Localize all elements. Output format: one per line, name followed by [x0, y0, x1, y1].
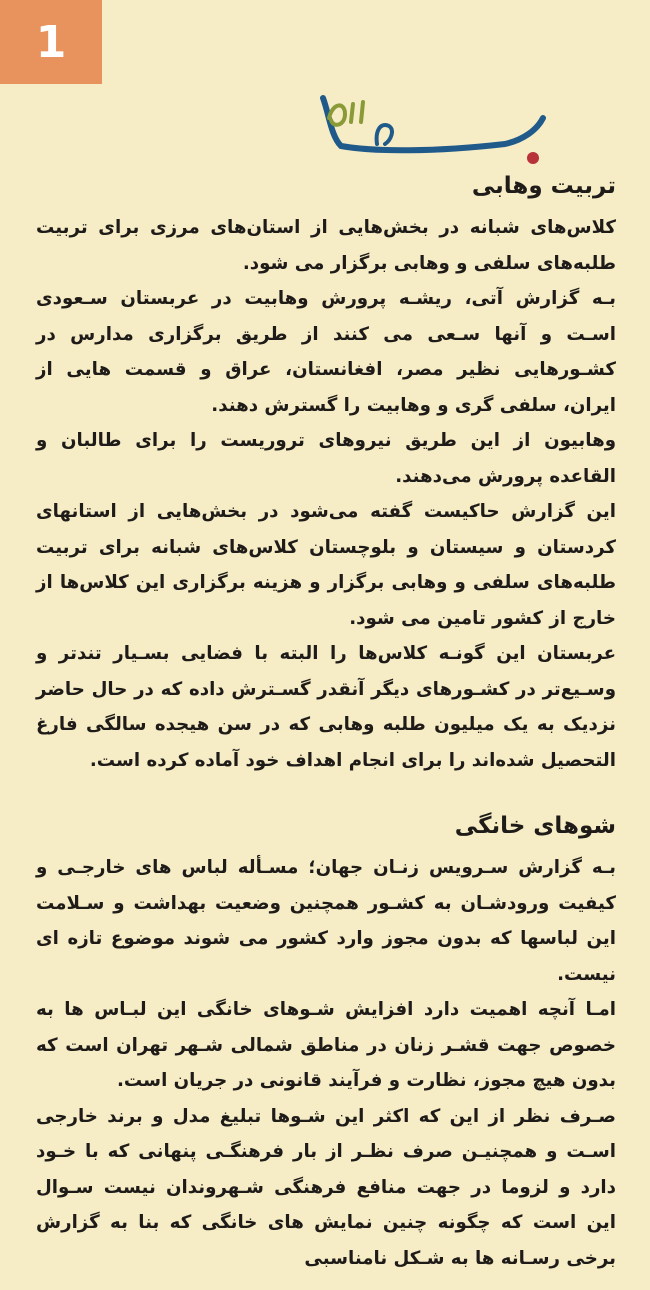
page-number-badge: [0, 0, 102, 84]
paragraph: کلاس‌های شبانه در بخش‌هایی از استان‌های مرزی برای تربیت طلبه‌های سلفی و وهابی برگزار می شود.: [36, 217, 616, 274]
bismillah-calligraphy-icon: [315, 92, 555, 172]
paragraph: عربستان این گونـه کلاس‌ها را البته با فضایی بسـیار تندتر و وسـیع‌تر در کشـورهای دیگر آنقدر گسـترش داده که در حال حاضر نزدیک به یک میلیون طلبه وهابی که در سن هیجده سالگی فارغ التحصیل شده‌اند را برای انجام اهداف خود آماده کرده است.: [36, 643, 616, 771]
article-content: [36, 168, 616, 1276]
section-spacer: [36, 778, 616, 808]
section-title-wahhabi-training: تربیت وهابی: [471, 173, 616, 199]
paragraph: بـه گزارش آتی، ریشـه پرورش وهابیت در عربستان سـعودی اسـت و آنها سـعی می کنند از طریق برگزاری مدارس در کشـورهایی نظیر مصر، افغانستان، عراق و قسمت هایی از ایران، سلفی گری و وهابیت را گسترش دهند.: [36, 288, 616, 416]
paragraph: امـا آنچه اهمیت دارد افزایش شـوهای خانگی این لبـاس ها به خصوص جهت قشـر زنان در مناطق شمالی شـهر تهران است که بدون هیچ مجوز، نظارت و فرآیند قانونی در جریان است.: [36, 999, 616, 1091]
paragraph: صـرف نظر از این که اکثر این شـوها تبلیغ مدل و برند خارجی اسـت و همچنیـن صرف نظـر از بار فرهنگـی پنهانی که با خـود دارد و لزوما در جهت منافع فرهنگی شـهروندان نیست سـوال این است که چگونه چنین نمایش های خانگی که بنا به گزارش برخی رسـانه ها به شـکل نامناسبی: [36, 1105, 616, 1269]
page-number: 1: [35, 16, 67, 68]
section-title-home-shows: شوهای خانگی: [454, 813, 616, 839]
paragraph: وهابیون از این طریق نیروهای تروریست را برای طالبان و القاعده پرورش می‌دهند.: [36, 430, 616, 487]
paragraph: بـه گزارش سـرویس زنـان جهان؛ مسـأله لباس های خارجـی و کیفیت ورودشـان به کشـور همچنین وضعیت بهداشت و سـلامت این لباسها که بدون مجوز وارد کشور می شوند موضوع تازه ای نیست.: [36, 857, 616, 985]
paragraph: این گزارش حاکیست گفته می‌شود در بخش‌هایی از استانهای کردستان و سیستان و بلوچستان کلاس‌های شبانه برای تربیت طلبه‌های سلفی و وهابی برگزار و هزینه برگزاری این کلاس‌ها از خارج از کشور تامین می شود.: [36, 501, 616, 629]
